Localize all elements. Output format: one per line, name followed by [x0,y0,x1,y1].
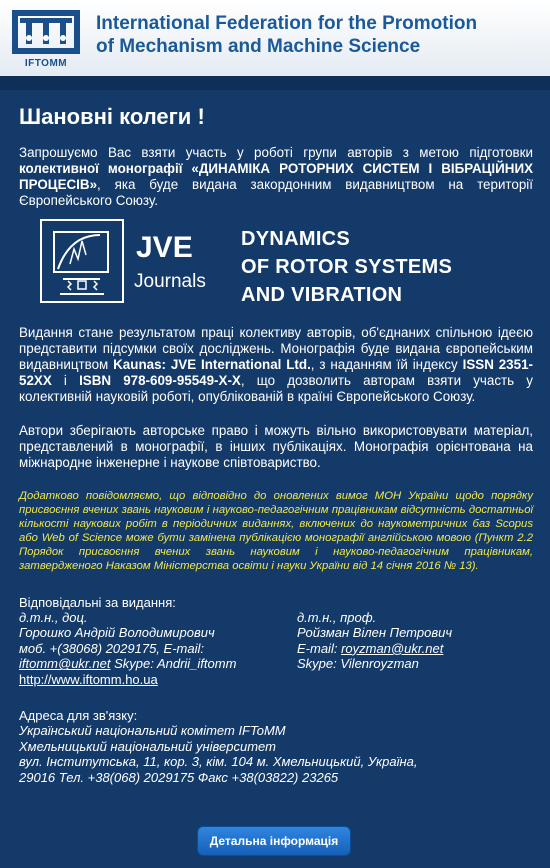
address-line2: Хмельницький національний університет [19,738,276,754]
contact-left-email-link[interactable]: iftomm@ukr.net [19,656,111,672]
para2-text-4: , що дозволить авторам взяти участь у колективній науковій роботі, опублікованій в країні Європейського Союзу. [19,373,533,404]
contact-left-skype: Skype: Andrii_iftomm [110,656,237,672]
ministry-note: Додатково повідомляємо, що відповідно до оновлених вимог МОН України щодо порядку присвоєння вчених звань науковим і науково-педагогічним працівникам відсутність достатньої кількості наукових робіт в періодичних виданнях, включених до наукометричних баз Scopus або Web of Science може бути замінена публікацією монографії англійською мовою (Пункт 2.2 Порядок присвоєння вчених звань науковим і науково-педагогічним працівникам, затвердженого Наказом Міністерства освіти і науки України від 14 січня 2016 № 13). [19,490,533,572]
isbn-value: ISBN 978-609-95549-X-X [79,373,241,388]
contact-left-email-row [19,656,294,671]
para2-text-1: Видання стане результатом праці колективу авторів, об'єднаних спільною ідеєю представити підсумки своїх досліджень. Монографія буде видана європейським видавництвом [19,325,533,372]
para2-text-3: і [51,373,80,388]
publisher-name: Kaunas: JVE International Ltd. [113,357,311,372]
iftomm-website-link[interactable]: http://www.iftomm.ho.ua [19,671,158,687]
address-line4: 29016 Тел. +38(068) 2029175 Факс +38(03822) 23265 [19,769,339,785]
contact-right-email-link[interactable]: royzman@ukr.net [341,640,444,656]
contact-right-name: Ройзман Вілен Петрович [297,625,453,641]
contact-right [297,610,533,672]
main-content [19,104,533,785]
para2-text-2: , з наданням їй індексу [310,357,463,372]
logo-text: IFTOMM [24,58,68,69]
publication-paragraph [19,325,533,405]
contact-right-email-label: E-mail: [297,640,342,656]
greeting-heading: Шановні колеги ! [19,104,205,129]
intro-bold-title: колективної монографії «ДИНАМІКА РОТОРНИХ СИСТЕМ І ВІБРАЦІЙНИХ ПРОЦЕСІВ» [19,161,533,192]
monograph-title-line3: AND VIBRATION [241,284,403,306]
contact-right-email-row [297,641,533,656]
monograph-english-title [241,225,452,309]
contact-right-skype: Skype: Vilenroyzman [297,656,419,672]
details-button[interactable]: Детальна інформація [197,826,351,856]
contact-left-degree: д.т.н., доц. [19,610,88,625]
address-line1: Український національний комітет IFToMM [19,723,286,739]
federation-title-line2: of Mechanism and Machine Science [96,36,421,57]
monograph-title-line2: OF ROTOR SYSTEMS [241,256,453,278]
intro-paragraph [19,145,533,209]
header-divider [0,76,550,90]
address-heading: Адреса для зв'язку: [19,708,138,723]
iftomm-logo [8,4,84,72]
jve-logo-text: JVE [136,231,193,264]
intro-text-2: , яка буде видана закордонним видавництвом на території Європейського Союзу. [19,177,533,208]
contact-left [19,610,294,687]
address-line3: вул. Інститутська, 11, кор. 3, кім. 104 м. Хмельницький, Україна, [19,754,418,770]
federation-title [96,12,536,58]
header-banner [0,0,550,76]
responsible-contacts [19,610,533,690]
responsible-heading: Відповідальні за видання: [19,595,176,610]
contact-left-name: Горошко Андрій Володимирович [19,625,215,641]
issn-value: ISSN 2351-52XX [19,357,533,388]
copyright-paragraph: Автори зберігають авторське право і можуть вільно використовувати матеріал, представлений в монографії, в інших публікаціях. Монографія орієнтована на міжнародне інженерне і наукове співтовариство. [19,423,533,470]
monograph-title-line1: DYNAMICS [241,228,351,250]
federation-title-line1: International Federation for the Promotion [96,13,478,34]
jve-block [19,219,533,315]
intro-text-1: Запрошуємо Вас взяти участь у роботі групи авторів з метою підготовки [19,145,533,160]
jve-journals-logo [40,219,208,307]
contact-right-degree: д.т.н., проф. [297,610,377,625]
journals-logo-text: Journals [134,271,206,292]
contact-left-phone: моб. +(38068) 2029175, E-mail: [19,640,204,656]
contact-address [19,708,533,785]
iftomm-logo-icon [8,4,84,60]
